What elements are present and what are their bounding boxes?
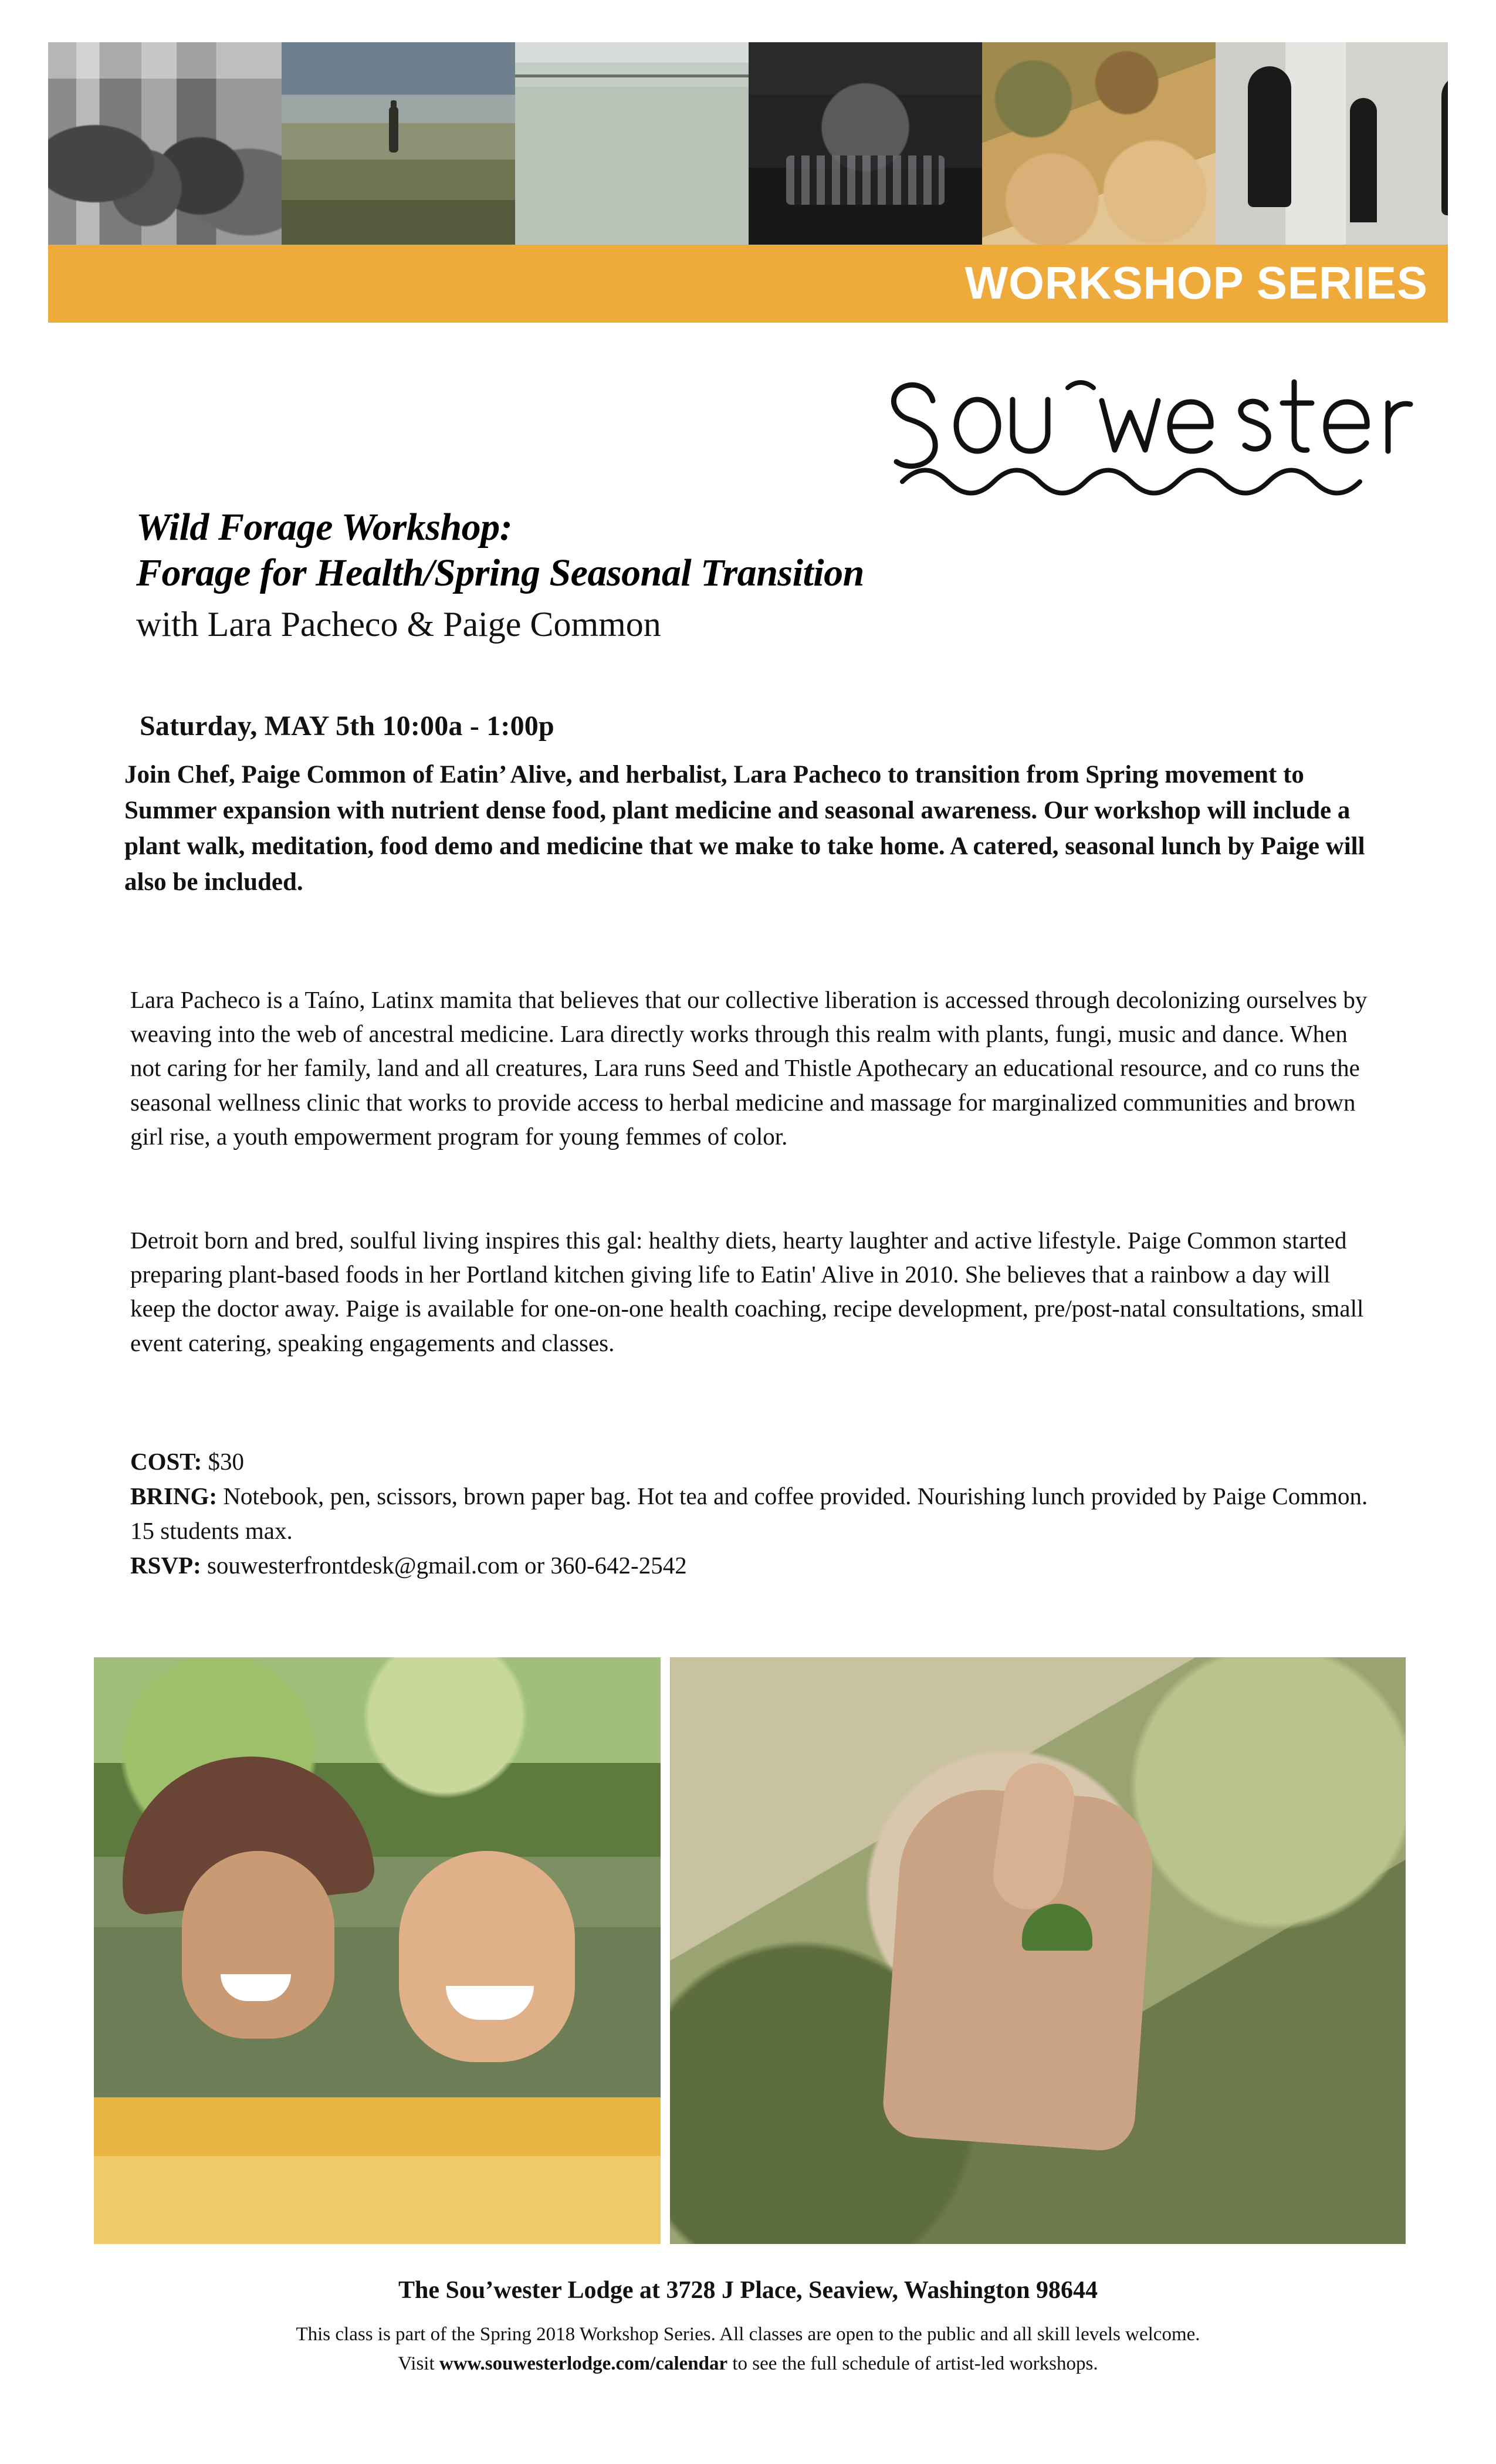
rsvp-label: RSVP: bbox=[130, 1552, 201, 1579]
photo-detail-face-right bbox=[399, 1851, 575, 2062]
strip-photo-dancers bbox=[1216, 42, 1448, 245]
strip-photo-spices bbox=[982, 42, 1216, 245]
workshop-title-line-1: Wild Forage Workshop: bbox=[136, 506, 513, 549]
bottom-photo-row bbox=[94, 1657, 1406, 2244]
detail-capacity: 15 students max. bbox=[130, 1517, 293, 1545]
footer-note bbox=[0, 2320, 1496, 2378]
workshop-title-line-2: Forage for Health/Spring Seasonal Transition bbox=[136, 551, 864, 594]
footer-note-line-2 bbox=[0, 2350, 1496, 2379]
bring-label: BRING: bbox=[130, 1483, 218, 1510]
strip-photo-laundry-line bbox=[515, 42, 749, 245]
workshop-subtitle: with Lara Pacheco & Paige Common bbox=[136, 604, 661, 644]
footer-visit-prefix: Visit bbox=[398, 2353, 439, 2374]
workshop-datetime: Saturday, MAY 5th 10:00a - 1:00p bbox=[140, 710, 554, 742]
photo-detail-face-left bbox=[182, 1851, 334, 2039]
photo-detail-clothing bbox=[94, 2097, 661, 2244]
workshop-details bbox=[130, 1444, 1374, 1583]
photo-foraged-plant bbox=[670, 1657, 1406, 2244]
workshop-lead-paragraph: Join Chef, Paige Common of Eatin’ Alive, and herbalist, Lara Pacheco to transition from Spring movement to Summer expansion with nutrient dense food, plant medicine and seasonal awareness. Our workshop will include a plant walk, meditation, food demo and medicine that we make to take home. A catered, seasonal lunch by Paige will also be included. bbox=[124, 761, 1365, 896]
bio-paige-common: Detroit born and bred, soulful living inspires this gal: healthy diets, hearty laughter and active lifestyle. Paige Common started preparing plant-based foods in her Portland kitchen giving life to Eatin' Alive in 2010. She believes that a rainbow a day will keep the doctor away. Paige is available for one-on-one health coaching, recipe development, pre/post-natal consultations, small event catering, speaking engagements and classes. bbox=[130, 1227, 1364, 1356]
bring-value: Notebook, pen, scissors, brown paper bag. Hot tea and coffee provided. Nourishing lunch provided by Paige Common. bbox=[223, 1483, 1368, 1510]
footer-url[interactable]: www.souwesterlodge.com/calendar bbox=[439, 2353, 728, 2374]
cost-label: COST: bbox=[130, 1448, 202, 1475]
detail-cost bbox=[130, 1444, 1374, 1479]
title-block bbox=[136, 505, 1251, 645]
detail-bring bbox=[130, 1479, 1374, 1514]
top-photo-strip bbox=[48, 42, 1448, 245]
workshop-series-banner bbox=[48, 245, 1448, 323]
footer-address: The Sou’wester Lodge at 3728 J Place, Seaview, Washington 98644 bbox=[398, 2277, 1098, 2304]
cost-value: $30 bbox=[208, 1448, 245, 1475]
banner-title: WORKSHOP SERIES bbox=[964, 257, 1428, 309]
rsvp-value[interactable]: souwesterfrontdesk@gmail.com or 360-642-2542 bbox=[207, 1552, 687, 1579]
strip-photo-typewriter bbox=[749, 42, 982, 245]
detail-rsvp bbox=[130, 1548, 1374, 1583]
strip-photo-dusk-field bbox=[282, 42, 515, 245]
footer-visit-suffix: to see the full schedule of artist-led workshops. bbox=[727, 2353, 1098, 2374]
bio-lara-pacheco: Lara Pacheco is a Taíno, Latinx mamita that believes that our collective liberation is accessed through decolonizing ourselves by weaving into the web of ancestral medicine. Lara directly works through this realm with plants, fungi, music and dance. When not caring for her family, land and all creatures, Lara runs Seed and Thistle Apothecary an educational resource, and co runs the seasonal wellness clinic that works to provide access to herbal medicine and massage for marginalized communities and brown girl rise, a youth empowerment program for young femmes of color. bbox=[130, 986, 1368, 1150]
strip-photo-vintage-interior bbox=[48, 42, 282, 245]
photo-instructors bbox=[94, 1657, 661, 2244]
souwester-logo bbox=[879, 337, 1442, 513]
footer-note-line-1: This class is part of the Spring 2018 Workshop Series. All classes are open to the public and all skill levels welcome. bbox=[296, 2324, 1200, 2345]
